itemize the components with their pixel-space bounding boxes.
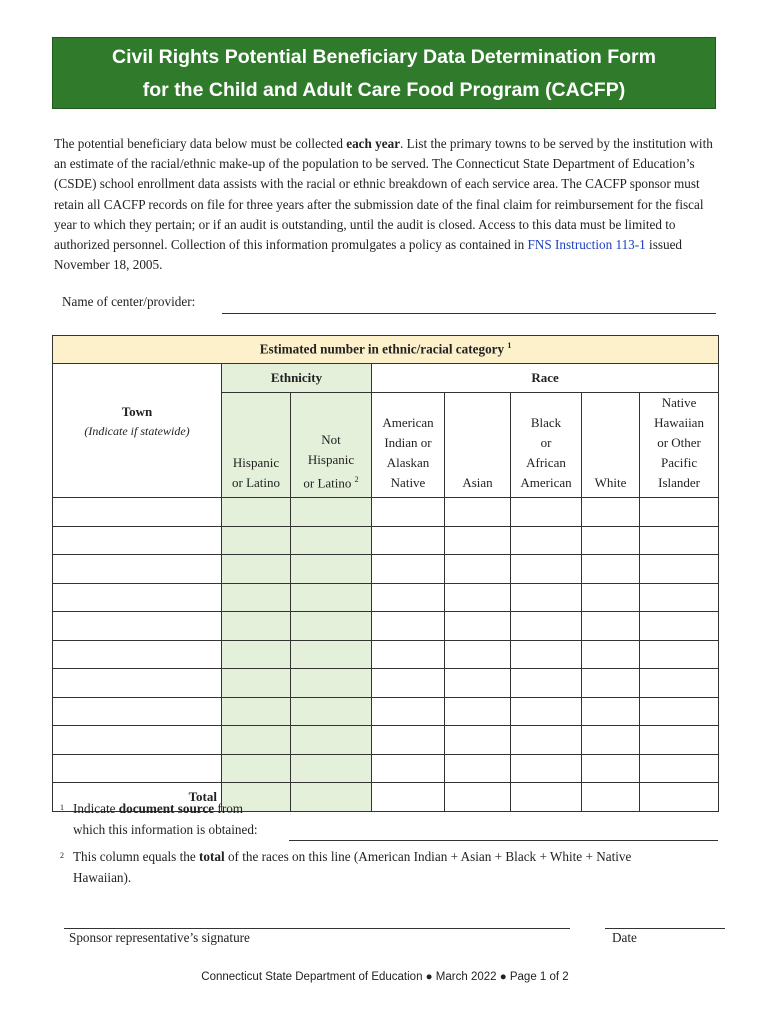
- table-row: [53, 555, 719, 584]
- count-cell[interactable]: [511, 498, 582, 527]
- count-cell[interactable]: [582, 555, 640, 584]
- count-cell[interactable]: [582, 612, 640, 641]
- count-cell[interactable]: [640, 555, 719, 584]
- count-cell[interactable]: [511, 726, 582, 755]
- date-field[interactable]: [605, 928, 725, 929]
- count-cell[interactable]: [511, 612, 582, 641]
- count-cell[interactable]: [372, 754, 445, 783]
- table-banner: Estimated number in ethnic/racial category $^1$: [53, 336, 719, 364]
- count-cell[interactable]: [582, 640, 640, 669]
- intro-text-1: The potential beneficiary data below must be collected: [54, 136, 347, 151]
- count-cell[interactable]: [222, 640, 291, 669]
- count-cell[interactable]: [222, 669, 291, 698]
- count-cell[interactable]: [445, 555, 511, 584]
- footnote-1: Indicate document source from which this information is obtained:: [73, 801, 258, 837]
- count-cell[interactable]: [291, 526, 372, 555]
- count-cell[interactable]: [222, 555, 291, 584]
- total-cell[interactable]: [291, 783, 372, 812]
- town-cell[interactable]: [53, 583, 222, 612]
- count-cell[interactable]: [582, 498, 640, 527]
- table-row: [53, 526, 719, 555]
- count-cell[interactable]: [640, 498, 719, 527]
- col-asian: Asian: [445, 393, 511, 498]
- table-row: [53, 726, 719, 755]
- count-cell[interactable]: [511, 583, 582, 612]
- count-cell[interactable]: [640, 669, 719, 698]
- count-cell[interactable]: [372, 555, 445, 584]
- table-row: [53, 669, 719, 698]
- footnote-2-number: 2: [60, 851, 64, 860]
- count-cell[interactable]: [582, 754, 640, 783]
- total-label: Total: [53, 783, 222, 812]
- col-black: Black or African American: [511, 393, 582, 498]
- col-native-hawaiian: Native Hawaiian or Other Pacific Islander: [640, 393, 719, 498]
- count-cell[interactable]: [222, 498, 291, 527]
- count-cell[interactable]: [291, 726, 372, 755]
- count-cell[interactable]: [445, 726, 511, 755]
- total-cell[interactable]: [640, 783, 719, 812]
- count-cell[interactable]: [640, 583, 719, 612]
- count-cell[interactable]: [582, 697, 640, 726]
- town-label: Town: [121, 404, 153, 419]
- count-cell[interactable]: [640, 526, 719, 555]
- race-header: Race: [372, 364, 719, 393]
- count-cell[interactable]: [582, 669, 640, 698]
- count-cell[interactable]: [511, 555, 582, 584]
- col-white: White: [582, 393, 640, 498]
- count-cell[interactable]: [291, 640, 372, 669]
- table-row: [53, 697, 719, 726]
- count-cell[interactable]: [372, 640, 445, 669]
- count-cell[interactable]: [445, 498, 511, 527]
- count-cell[interactable]: [372, 697, 445, 726]
- count-cell[interactable]: [222, 726, 291, 755]
- town-cell[interactable]: [53, 555, 222, 584]
- count-cell[interactable]: [291, 498, 372, 527]
- fns-instruction-link[interactable]: FNS Instruction 113-1: [527, 237, 646, 253]
- count-cell[interactable]: [222, 697, 291, 726]
- count-cell[interactable]: [511, 640, 582, 669]
- total-cell[interactable]: [582, 783, 640, 812]
- count-cell[interactable]: [222, 583, 291, 612]
- count-cell[interactable]: [372, 583, 445, 612]
- count-cell[interactable]: [640, 754, 719, 783]
- footnote-2: This column equals the total of the races on this line (American Indian + Asian + Black + White + Native Hawaiian).: [73, 849, 632, 885]
- count-cell[interactable]: [445, 697, 511, 726]
- town-cell[interactable]: [53, 612, 222, 641]
- count-cell[interactable]: [372, 498, 445, 527]
- document-source-field[interactable]: [289, 840, 718, 841]
- ethnicity-header: Ethnicity: [222, 364, 372, 393]
- table-row: [53, 498, 719, 527]
- count-cell[interactable]: [222, 526, 291, 555]
- count-cell[interactable]: [445, 669, 511, 698]
- count-cell[interactable]: [511, 526, 582, 555]
- total-cell[interactable]: [372, 783, 445, 812]
- footnote-1-number: 1: [60, 803, 64, 812]
- provider-label: Name of center/provider:: [62, 294, 196, 309]
- form-title-line1: Civil Rights Potential Beneficiary Data Determination Form: [112, 46, 656, 68]
- count-cell[interactable]: [640, 612, 719, 641]
- count-cell[interactable]: [640, 697, 719, 726]
- count-cell[interactable]: [445, 612, 511, 641]
- count-cell[interactable]: [445, 640, 511, 669]
- town-note: (Indicate if statewide): [84, 424, 190, 438]
- table-row: [53, 583, 719, 612]
- count-cell[interactable]: [511, 754, 582, 783]
- count-cell[interactable]: [291, 612, 372, 641]
- beneficiary-table: [52, 335, 719, 812]
- count-cell[interactable]: [222, 754, 291, 783]
- form-title: [52, 37, 716, 109]
- col-american-indian: American Indian or Alaskan Native: [372, 393, 445, 498]
- count-cell[interactable]: [291, 754, 372, 783]
- signature-field[interactable]: [64, 928, 570, 929]
- intro-text-3: issued November 18, 2005.: [54, 237, 683, 273]
- col-hispanic: Hispanic or Latino: [222, 393, 291, 498]
- town-cell[interactable]: [53, 498, 222, 527]
- town-header: [53, 364, 222, 498]
- count-cell[interactable]: [291, 555, 372, 584]
- provider-name-field[interactable]: [222, 313, 716, 314]
- count-cell[interactable]: [445, 754, 511, 783]
- town-cell[interactable]: [53, 697, 222, 726]
- town-cell[interactable]: [53, 754, 222, 783]
- signature-label: Sponsor representative’s signature: [69, 930, 250, 945]
- count-cell[interactable]: [640, 726, 719, 755]
- intro-paragraph: [54, 134, 720, 275]
- count-cell[interactable]: [222, 612, 291, 641]
- count-cell[interactable]: [640, 640, 719, 669]
- count-cell[interactable]: [372, 612, 445, 641]
- town-cell[interactable]: [53, 526, 222, 555]
- count-cell[interactable]: [291, 583, 372, 612]
- count-cell[interactable]: [511, 669, 582, 698]
- total-cell[interactable]: [511, 783, 582, 812]
- form-title-line2: for the Child and Adult Care Food Program (CACFP): [142, 79, 626, 101]
- count-cell[interactable]: [445, 583, 511, 612]
- intro-text-2: . List the primary towns to be served by the institution with an estimate of the racial/ethnic make-up of the population to be served. The Connecticut State Department of Education’s (CSDE) school enrollment data assists with the racial or ethnic breakdown of each service area. The CACFP sponsor must retain all CACFP records on file for three years after the submission date of the final claim for reimbursement for the fiscal year to which they pertain; or if an audit is outstanding, until the audit is closed. Access to this data must be limited to authorized personnel. Collection of this information promulgates a policy as contained in: [54, 136, 713, 253]
- count-cell[interactable]: [291, 697, 372, 726]
- count-cell[interactable]: [582, 726, 640, 755]
- count-cell[interactable]: [372, 726, 445, 755]
- count-cell[interactable]: [582, 526, 640, 555]
- table-row: [53, 754, 719, 783]
- count-cell[interactable]: [511, 697, 582, 726]
- town-cell[interactable]: [53, 640, 222, 669]
- intro-bold: each year: [346, 136, 401, 151]
- col-not-hispanic: Not Hispanic or Latino $^2$: [291, 393, 372, 498]
- count-cell[interactable]: [291, 669, 372, 698]
- town-cell[interactable]: [53, 669, 222, 698]
- town-cell[interactable]: [53, 726, 222, 755]
- page-footer: Connecticut State Department of Education ● March 2022 ● Page 1 of 2: [201, 971, 569, 983]
- table-row: [53, 640, 719, 669]
- count-cell[interactable]: [445, 526, 511, 555]
- count-cell[interactable]: [372, 526, 445, 555]
- date-label: Date: [612, 930, 637, 945]
- total-cell[interactable]: [445, 783, 511, 812]
- table-row: [53, 612, 719, 641]
- count-cell[interactable]: [582, 583, 640, 612]
- count-cell[interactable]: [372, 669, 445, 698]
